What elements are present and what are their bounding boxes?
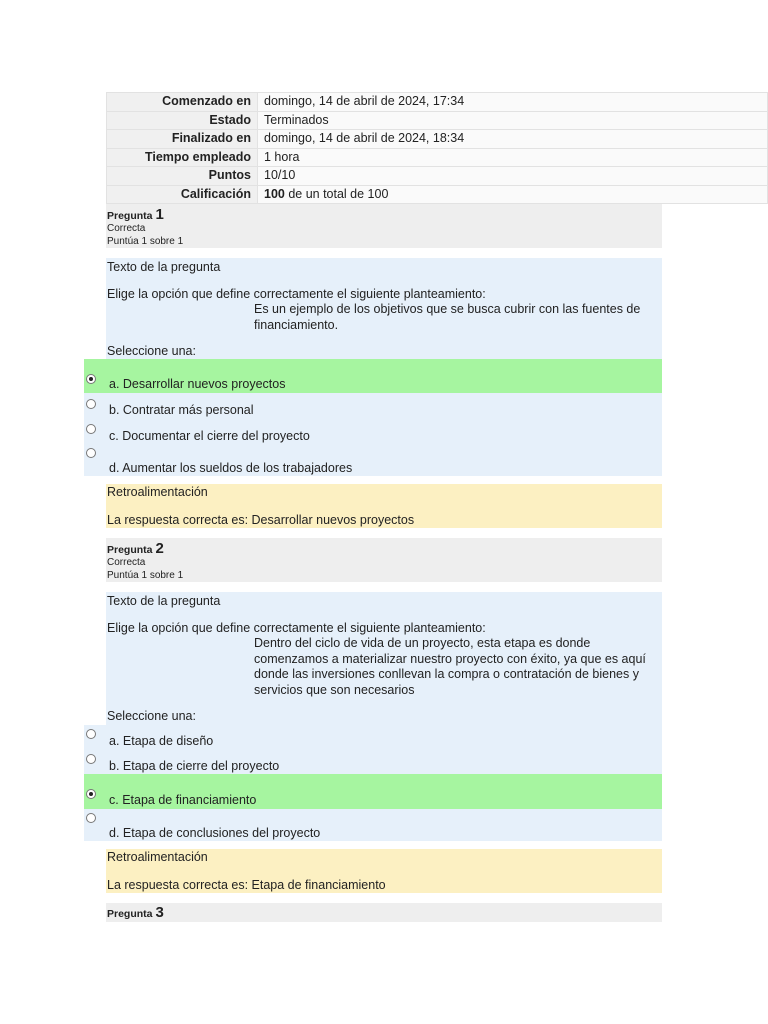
- option-label: d. Etapa de conclusiones del proyecto: [109, 826, 321, 840]
- radio-button[interactable]: [86, 448, 96, 458]
- option-label: b. Contratar más personal: [109, 403, 254, 417]
- select-one-label: Seleccione una:: [107, 709, 196, 723]
- option-c[interactable]: [84, 774, 662, 809]
- question-number: [107, 904, 164, 921]
- option-label: c. Documentar el cierre del proyecto: [109, 429, 310, 443]
- question-prefix: Pregunta: [107, 544, 153, 556]
- feedback-heading: Retroalimentación: [107, 850, 208, 864]
- question-statement: Dentro del ciclo de vida de un proyecto, esta etapa es donde comenzamos a materializar nuestro proyecto con éxito, ya que es aquí donde las inversiones conllevan la compra o contratación de bienes y servicios que son necesarios: [254, 636, 646, 697]
- question-score: Puntúa 1 sobre 1: [107, 236, 184, 247]
- question-text-heading: Texto de la pregunta: [107, 260, 221, 274]
- summary-value: 10/10: [258, 167, 768, 186]
- summary-row-grade: [107, 185, 768, 204]
- option-label: b. Etapa de cierre del proyecto: [109, 759, 280, 773]
- summary-label: Comenzado en: [107, 93, 258, 112]
- radio-button[interactable]: [86, 754, 96, 764]
- summary-label: Estado: [107, 111, 258, 130]
- question-number-value: 3: [155, 904, 164, 921]
- feedback-text: La respuesta correcta es: Desarrollar nuevos proyectos: [107, 513, 415, 527]
- option-d[interactable]: [84, 809, 662, 841]
- summary-value: 1 hora: [258, 148, 768, 167]
- question-number-value: 1: [155, 206, 164, 223]
- summary-row-state: [107, 111, 768, 130]
- question-prefix: Pregunta: [107, 908, 153, 920]
- summary-label: Calificación: [107, 185, 258, 204]
- summary-row-points: [107, 167, 768, 186]
- question-number-value: 2: [155, 540, 164, 557]
- question-statement: Es un ejemplo de los objetivos que se busca cubrir con las fuentes de financiamiento.: [254, 302, 641, 332]
- question-2-text: [106, 592, 662, 725]
- summary-label: Puntos: [107, 167, 258, 186]
- summary-row-time: [107, 148, 768, 167]
- question-1-info: [106, 204, 662, 248]
- summary-row-started: [107, 93, 768, 112]
- summary-label: Finalizado en: [107, 130, 258, 149]
- select-one-label: Seleccione una:: [107, 344, 196, 358]
- question-text-heading: Texto de la pregunta: [107, 594, 221, 608]
- summary-value: domingo, 14 de abril de 2024, 18:34: [258, 130, 768, 149]
- option-label: a. Desarrollar nuevos proyectos: [109, 377, 286, 391]
- summary-value: [258, 185, 768, 204]
- question-1-text: [106, 258, 662, 359]
- option-b[interactable]: [84, 750, 662, 774]
- radio-button[interactable]: [86, 729, 96, 739]
- summary-row-finished: [107, 130, 768, 149]
- option-label: a. Etapa de diseño: [109, 734, 214, 748]
- option-label: d. Aumentar los sueldos de los trabajadores: [109, 461, 353, 475]
- summary-value: domingo, 14 de abril de 2024, 17:34: [258, 93, 768, 112]
- option-b[interactable]: [84, 393, 662, 418]
- summary-label: Tiempo empleado: [107, 148, 258, 167]
- option-a[interactable]: [84, 725, 662, 750]
- option-a[interactable]: [84, 359, 662, 393]
- summary-value: Terminados: [258, 111, 768, 130]
- feedback-heading: Retroalimentación: [107, 485, 208, 499]
- question-3-info: [106, 903, 662, 922]
- question-instruction: Elige la opción que define correctamente el siguiente planteamiento:: [107, 621, 486, 635]
- question-prefix: Pregunta: [107, 210, 153, 222]
- radio-button[interactable]: [86, 424, 96, 434]
- question-1-feedback: [106, 484, 662, 528]
- option-c[interactable]: [84, 418, 662, 444]
- grade-score: 100: [264, 186, 285, 201]
- attempt-summary-table: [106, 92, 768, 204]
- question-score: Puntúa 1 sobre 1: [107, 570, 184, 581]
- option-label: c. Etapa de financiamiento: [109, 793, 257, 807]
- grade-total: de un total de 100: [284, 186, 389, 201]
- feedback-text: La respuesta correcta es: Etapa de financiamiento: [107, 878, 386, 892]
- radio-button-selected[interactable]: [86, 789, 96, 799]
- radio-button-selected[interactable]: [86, 374, 96, 384]
- question-status: Correcta: [107, 223, 146, 234]
- question-instruction: Elige la opción que define correctamente el siguiente planteamiento:: [107, 287, 486, 301]
- option-d[interactable]: [84, 444, 662, 476]
- radio-button[interactable]: [86, 399, 96, 409]
- question-status: Correcta: [107, 557, 146, 568]
- question-number: [107, 206, 164, 223]
- question-2-info: [106, 538, 662, 582]
- question-number: [107, 540, 164, 557]
- radio-button[interactable]: [86, 813, 96, 823]
- question-2-feedback: [106, 849, 662, 893]
